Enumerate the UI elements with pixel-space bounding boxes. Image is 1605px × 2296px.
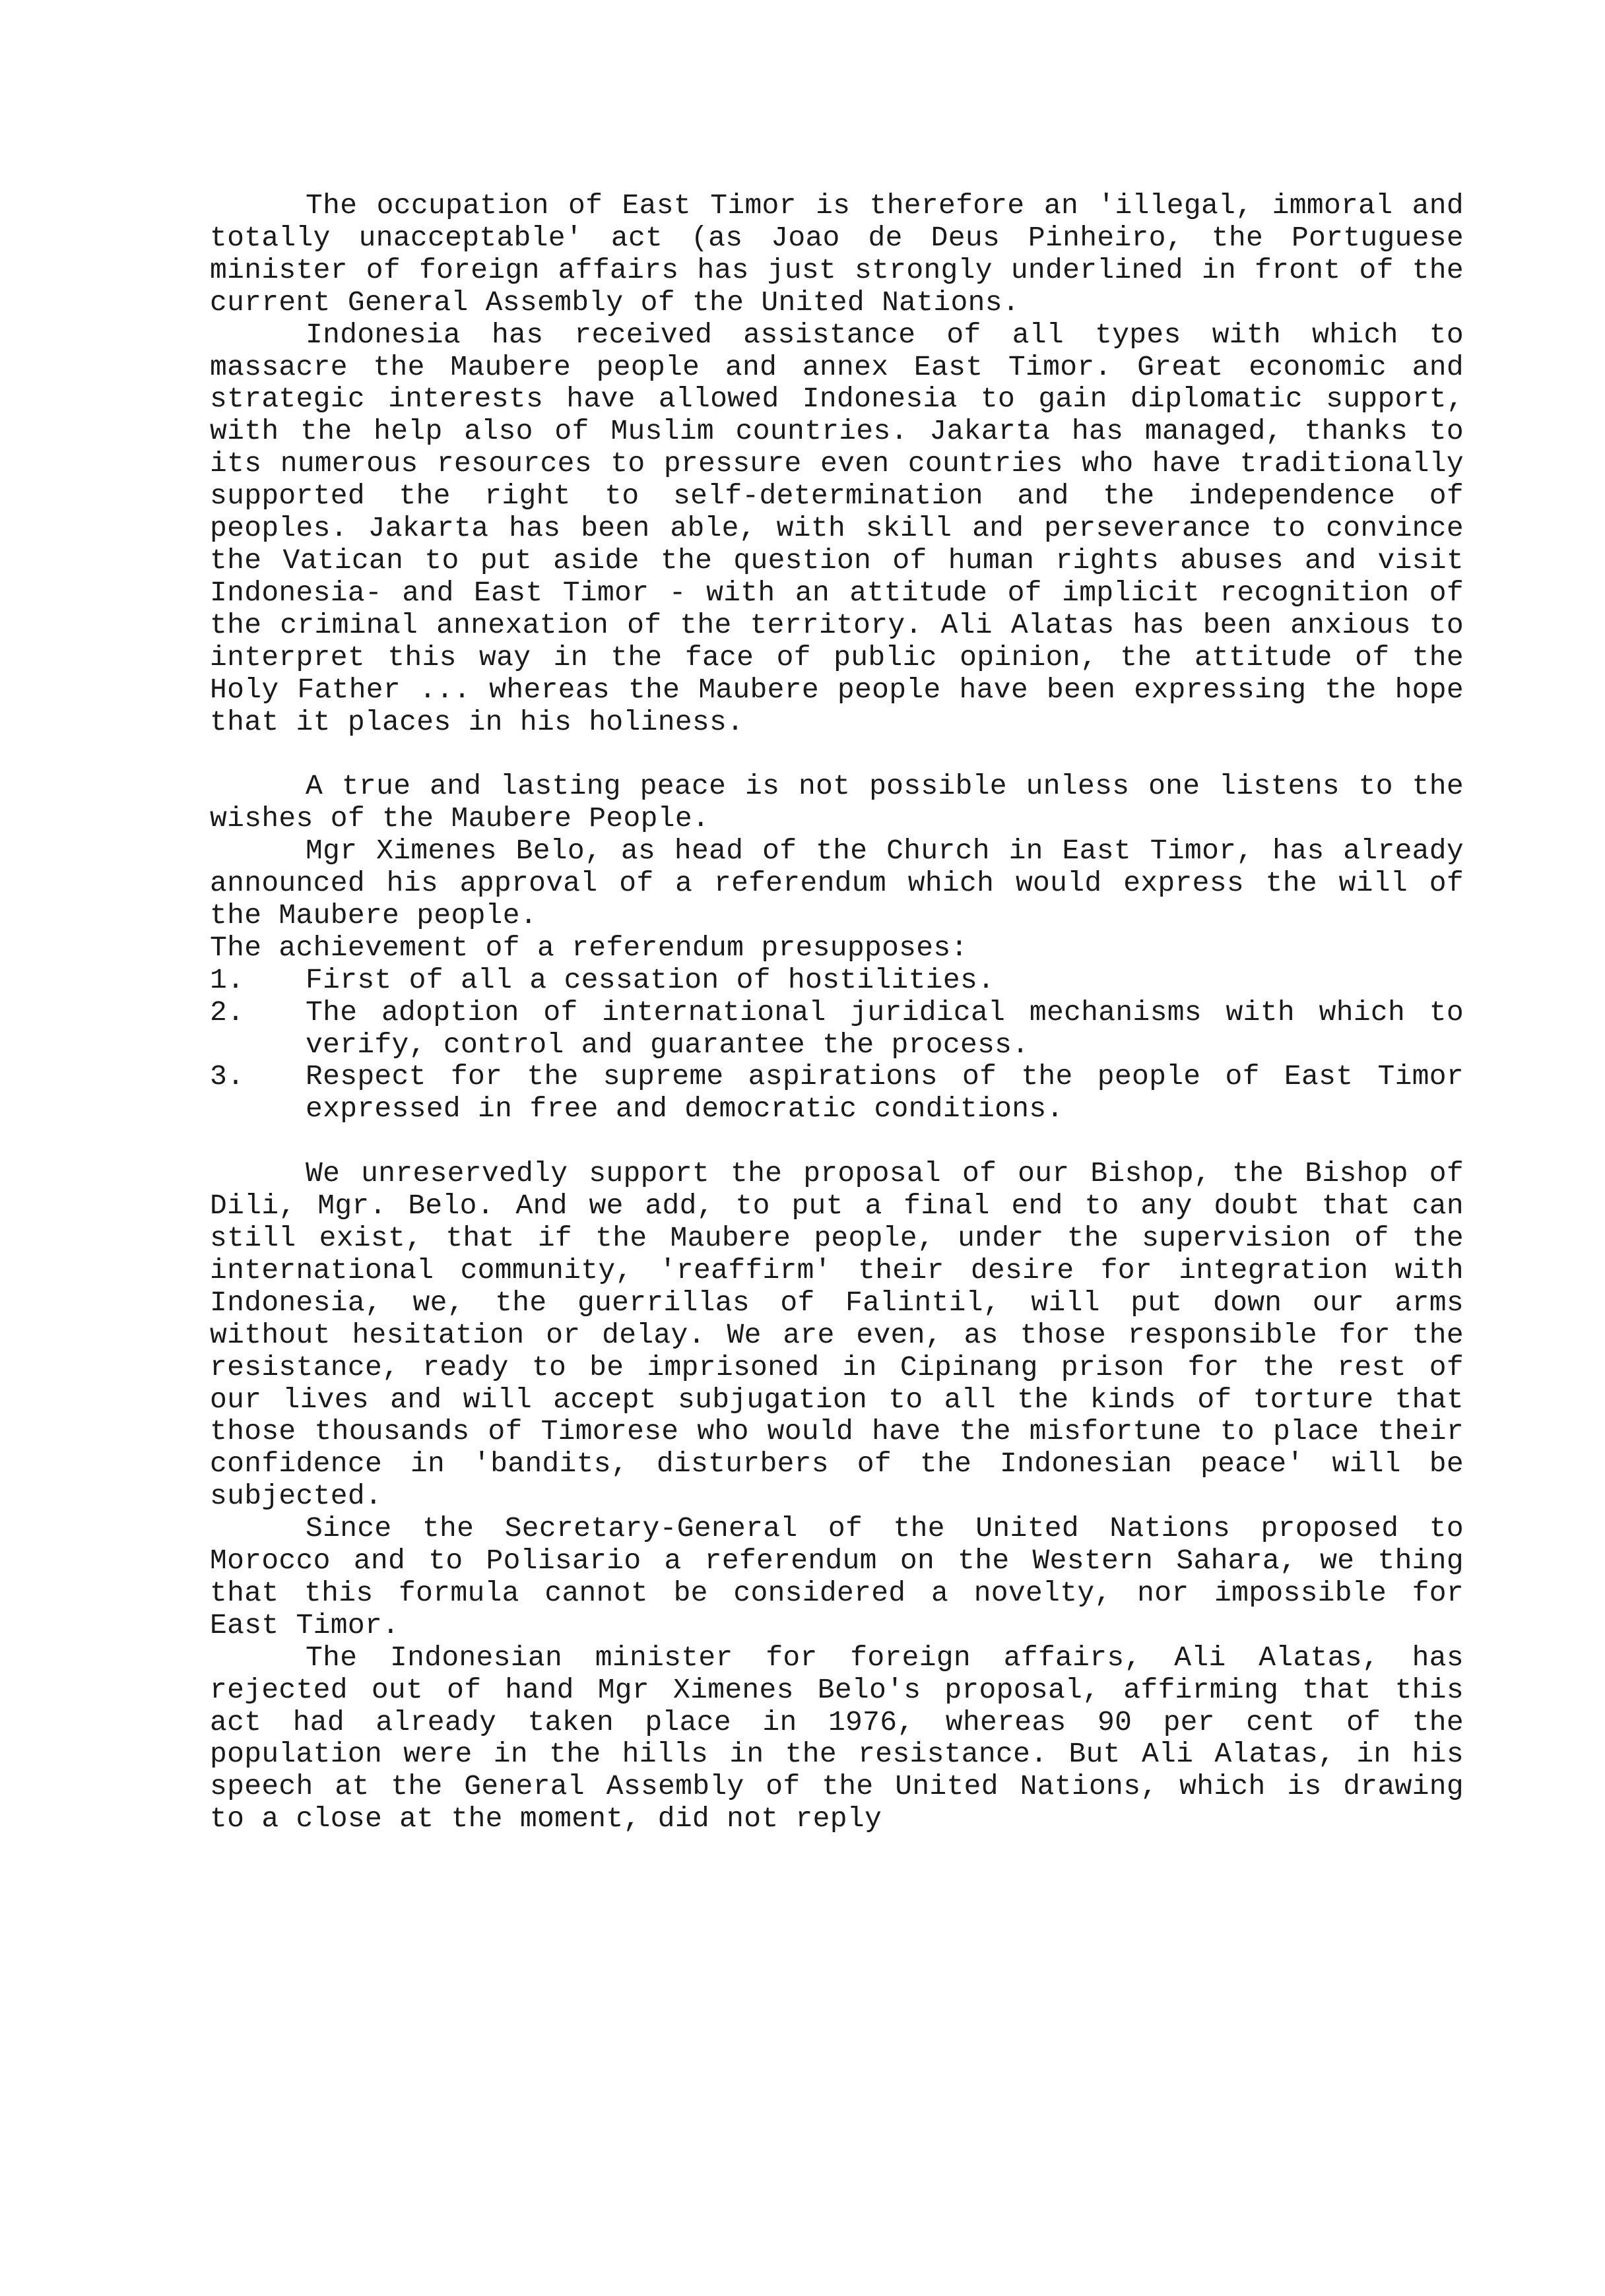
list-item-number: 1.: [210, 963, 245, 996]
list-item-text: The adoption of international juridical mechanisms with which to verify, control and guarantee the process.: [306, 996, 1464, 1061]
list-item: [210, 1061, 1464, 1126]
paragraph-western-sahara: Since the Secretary-General of the United Nations proposed to Morocco and to Polisario a referendum on the Western Sahara, we thing that this formula cannot be considered a novelty, nor impossible for East Timor.: [210, 1512, 1464, 1642]
paragraph-gap: [210, 738, 1464, 771]
paragraph-true-peace: A true and lasting peace is not possible unless one listens to the wishes of the Maubere People.: [210, 770, 1464, 835]
paragraph-indonesia-assistance: Indonesia has received assistance of all types with which to massacre the Maubere people and annex East Timor. Great economic and strategic interests have allowed Indonesia to gain diplomatic support, with the help also of Muslim countries. Jakarta has managed, thanks to its numerous resources to pressure even countries who have traditionally supported the right to self-determination and the independence of peoples. Jakarta has been able, with skill and perseverance to convince the Vatican to put aside the question of human rights abuses and visit Indonesia- and East Timor - with an attitude of implicit recognition of the criminal annexation of the territory. Ali Alatas has been anxious to interpret this way in the face of public opinion, the attitude of the Holy Father ... whereas the Maubere people have been expressing the hope that it places in his holiness.: [210, 318, 1464, 738]
paragraph-support-proposal: We unreservedly support the proposal of our Bishop, the Bishop of Dili, Mgr. Belo. And we add, to put a final end to any doubt that can still exist, that if the Maubere people, under the supervision of the international community, 'reaffirm' their desire for integration with Indonesia, we, the guerrillas of Falintil, will put down our arms without hesitation or delay. We are even, as those responsible for the resistance, ready to be imprisoned in Cipinang prison for the rest of our lives and will accept subjugation to all the kinds of torture that those thousands of Timorese who would have the misfortune to place their confidence in 'bandits, disturbers of the Indonesian peace' will be subjected.: [210, 1157, 1464, 1513]
paragraph-alatas-rejection: The Indonesian minister for foreign affairs, Ali Alatas, has rejected out of hand Mgr Ximenes Belo's proposal, affirming that this act had already taken place in 1976, whereas 90 per cent of the population were in the hills in the resistance. But Ali Alatas, in his speech at the General Assembly of the United Nations, which is drawing to a close at the moment, did not reply: [210, 1641, 1464, 1835]
paragraph-gap: [210, 1126, 1464, 1158]
list-item-text: Respect for the supreme aspirations of the people of East Timor expressed in free and democratic conditions.: [306, 1060, 1464, 1126]
list-intro: The achievement of a referendum presupposes:: [210, 931, 968, 964]
paragraph-occupation: The occupation of East Timor is therefore an 'illegal, immoral and totally unacceptable' act (as Joao de Deus Pinheiro, the Portuguese minister of foreign affairs has just strongly underlined in front of the current General Assembly of the United Nations.: [210, 189, 1464, 319]
list-item-text: First of all a cessation of hostilities.: [306, 963, 995, 996]
list-item-number: 3.: [210, 1060, 245, 1093]
list-item: [210, 965, 1464, 997]
document-body: [210, 190, 1464, 1835]
list-item-number: 2.: [210, 996, 245, 1029]
list-item: [210, 997, 1464, 1062]
presupposition-list: [210, 965, 1464, 1126]
paragraph-belo-referendum: Mgr Ximenes Belo, as head of the Church in East Timor, has already announced his approval of a referendum which would express the will of the Maubere people.: [210, 835, 1464, 932]
